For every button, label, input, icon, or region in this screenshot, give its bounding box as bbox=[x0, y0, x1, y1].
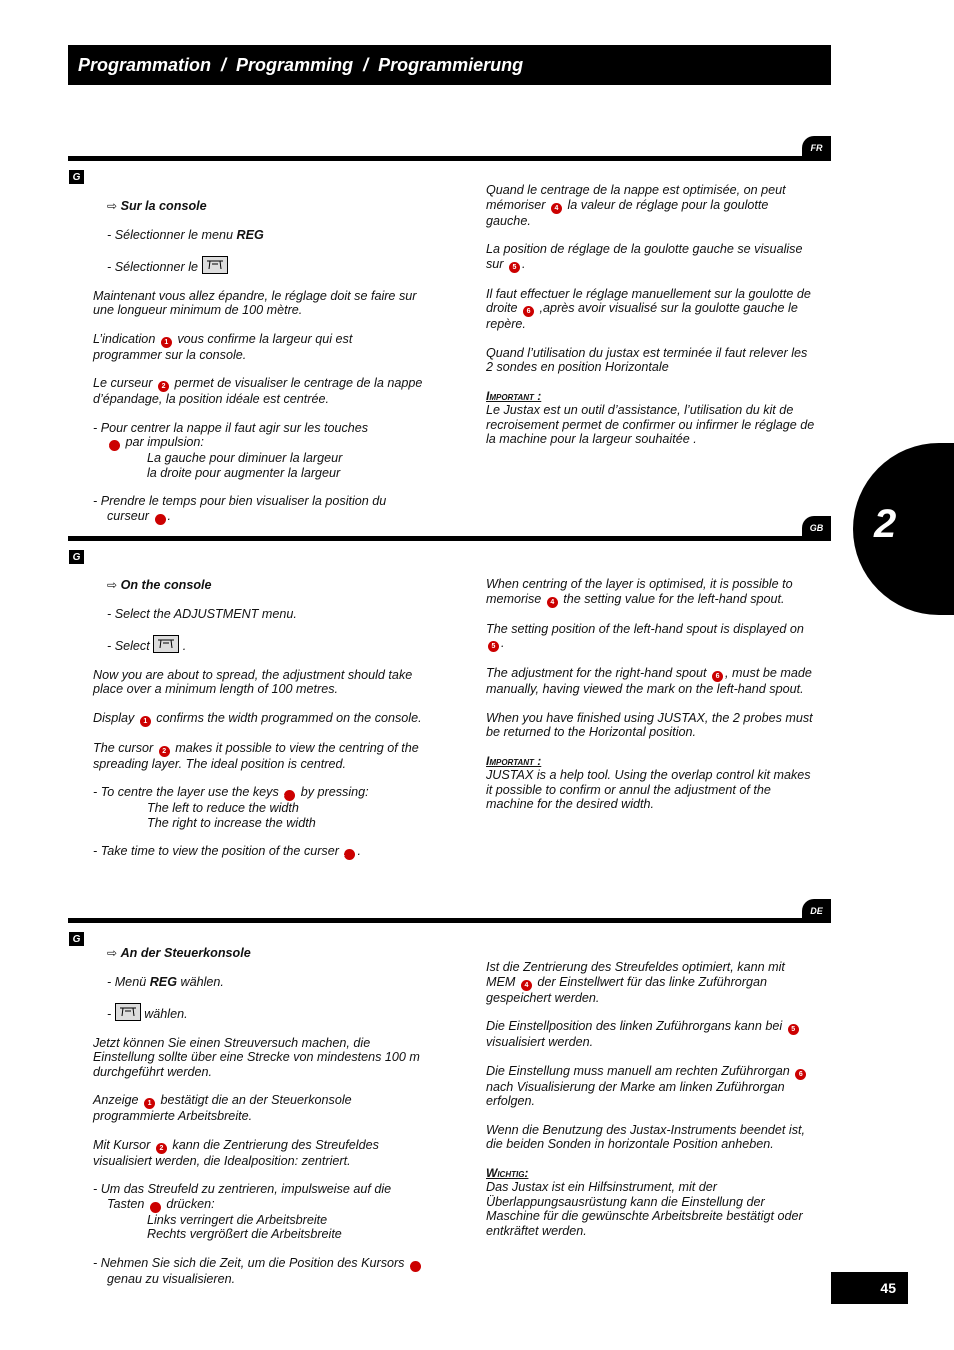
gb-p2-post: confirms the width programmed on the console. bbox=[156, 710, 422, 725]
marker-4-icon: 4 bbox=[547, 597, 558, 608]
de-p2-post: bestätigt die an der Steuerkonsole programmierte Arbeitsbreite. bbox=[93, 1093, 352, 1123]
fr-r-p1-post: la valeur de réglage pour la goulotte gauche. bbox=[486, 197, 769, 228]
gb-p5-pre: - Take time to view the position of the curser bbox=[93, 844, 339, 858]
gb-p3-post: makes it possible to view the centring of the spreading layer. The ideal position is centred. bbox=[93, 740, 419, 771]
marker-4-icon: 4 bbox=[551, 203, 562, 214]
fr-r-p2-post: . bbox=[522, 256, 526, 271]
gb-p3-pre: The cursor bbox=[93, 740, 154, 755]
section-divider bbox=[68, 536, 831, 541]
spread-key-icon bbox=[202, 256, 228, 274]
marker-2-icon: 2 bbox=[159, 746, 170, 757]
marker-1-icon: 1 bbox=[161, 337, 172, 348]
marker-5-icon: 5 bbox=[488, 641, 499, 652]
marker-1-icon: 1 bbox=[140, 716, 151, 727]
marker-2-icon: 2 bbox=[156, 1143, 167, 1154]
de-p4-post: drücken: bbox=[166, 1196, 215, 1211]
marker-6-icon: 6 bbox=[523, 306, 534, 317]
fr-r-p3-pre: Il faut effectuer le réglage manuellement sur la goulotte de droite bbox=[486, 286, 811, 315]
fr-p4-b: la droite pour augmenter la largeur bbox=[147, 465, 341, 480]
marker-2-icon: 2 bbox=[155, 514, 166, 525]
marker-2-icon: 2 bbox=[158, 381, 169, 392]
fr-important-text: Le Justax est un outil d’assistance, l’utilisation du kit de recroisement permet de confirmer ou infirmer le réglage de la machine pour la largeur souhaitée . bbox=[486, 403, 815, 446]
fr-r-p1-pre: Quand le centrage de la nappe est optimisée, on peut mémoriser bbox=[486, 183, 786, 212]
marker-1-icon: 1 bbox=[144, 1098, 155, 1109]
fr-p3-pre: Le curseur bbox=[93, 376, 153, 390]
fr-p1: Maintenant vous allez épandre, le réglage doit se faire sur une longueur minimum de 100 mètre. bbox=[93, 288, 417, 317]
fr-reg-menu: REG bbox=[236, 227, 264, 242]
de-r-p1-pre: Ist die Zentrierung des Streufeldes optimiert, kann mit MEM bbox=[486, 960, 785, 989]
marker-6-icon: 6 bbox=[795, 1069, 806, 1080]
gb-r-p3-post: , must be made manually, having viewed the mark on the left-hand spout. bbox=[486, 666, 812, 696]
gb-right-column bbox=[486, 577, 816, 812]
gb-line2-pre: - Select bbox=[107, 639, 150, 653]
spread-key-icon bbox=[115, 1003, 141, 1021]
fr-r-p4: Quand l’utilisation du justax est terminée il faut relever les 2 sondes en position Horizontale bbox=[486, 345, 808, 374]
fr-p4-post: par impulsion: bbox=[125, 435, 204, 449]
header-separator: / bbox=[353, 54, 379, 75]
marker-6-icon: 6 bbox=[712, 671, 723, 682]
gb-line1: - Select the ADJUSTMENT menu. bbox=[107, 606, 297, 621]
page-number: 45 bbox=[831, 1272, 908, 1304]
gb-p1: Now you are about to spread, the adjustment should take place over a minimum length of 100 metres. bbox=[93, 667, 413, 696]
de-p4-b: Rechts vergrößert die Arbeitsbreite bbox=[147, 1227, 342, 1241]
de-r-p3-post: nach Visualisierung der Marke am linken Zuführorgan erfolgen. bbox=[486, 1079, 785, 1108]
de-right-column bbox=[486, 960, 816, 1238]
fr-left-column bbox=[93, 199, 423, 525]
header-title-fr: Programmation bbox=[78, 54, 212, 75]
page-header bbox=[68, 45, 831, 85]
gb-p5-post: . bbox=[357, 844, 361, 858]
de-important-label: Wichtig: bbox=[486, 1165, 529, 1180]
fr-line2: - Sélectionner le bbox=[107, 260, 199, 274]
marker-2-icon: 2 bbox=[410, 1261, 421, 1272]
de-p2-pre: Anzeige bbox=[93, 1093, 139, 1107]
marker-4-icon: 4 bbox=[521, 980, 532, 991]
marker-3-icon: 3 bbox=[284, 790, 295, 801]
gb-heading: On the console bbox=[120, 578, 212, 592]
de-r-p1-post: der Einstellwert für das linke Zuführorgan gespeichert werden. bbox=[486, 974, 767, 1005]
de-line1-post: wählen. bbox=[177, 974, 224, 989]
gb-important-text: JUSTAX is a help tool. Using the overlap control kit makes it possible to confirm or annul the adjustment of the machine for the desired width. bbox=[486, 768, 811, 811]
lang-badge-gb: GB bbox=[802, 516, 831, 540]
de-reg-menu: REG bbox=[149, 974, 177, 989]
gb-left-column bbox=[93, 578, 423, 860]
chapter-number: 2 bbox=[874, 502, 897, 546]
arrow-right-icon: ⇨ bbox=[107, 199, 118, 213]
lang-badge-de: DE bbox=[802, 899, 831, 923]
gb-p4-b: The right to increase the width bbox=[147, 815, 316, 830]
fr-r-p3-post: ,après avoir visualisé sur la goulotte gauche le repère. bbox=[486, 301, 798, 331]
de-line2-post: wählen. bbox=[144, 1007, 188, 1021]
gb-p2-pre: Display bbox=[93, 710, 135, 725]
gb-r-p4: When you have finished using JUSTAX, the 2 probes must be returned to the Horizontal position. bbox=[486, 710, 813, 739]
de-r-p3-pre: Die Einstellung muss manuell am rechten Zuführorgan bbox=[486, 1063, 790, 1078]
section-g-badge: G bbox=[69, 170, 84, 184]
de-line2-pre: - bbox=[107, 1007, 112, 1021]
fr-p5-pre: - Prendre le temps pour bien visualiser la position du curseur bbox=[93, 494, 387, 523]
header-title-gb: Programming bbox=[236, 54, 354, 75]
gb-p4-pre: - To centre the layer use the keys bbox=[93, 785, 279, 799]
fr-p4-a: La gauche pour diminuer la largeur bbox=[147, 451, 343, 465]
gb-r-p2-post: . bbox=[501, 636, 505, 650]
fr-line1: - Sélectionner le menu bbox=[107, 227, 237, 242]
gb-p4-a: The left to reduce the width bbox=[147, 801, 299, 815]
gb-r-p1-post: the setting value for the left-hand spout. bbox=[563, 591, 785, 606]
de-heading: An der Steuerkonsole bbox=[120, 946, 251, 960]
de-r-p2-post: visualisiert werden. bbox=[486, 1035, 594, 1049]
gb-r-p1-pre: When centring of the layer is optimised, it is possible to memorise bbox=[486, 577, 793, 606]
chapter-tab bbox=[853, 443, 954, 615]
fr-right-column bbox=[486, 183, 816, 447]
fr-p3-post: permet de visualiser le centrage de la nappe d’épandage, la position idéale est centrée. bbox=[93, 376, 423, 406]
section-g-badge: G bbox=[69, 932, 84, 946]
marker-2-icon: 2 bbox=[344, 849, 355, 860]
section-divider bbox=[68, 156, 831, 161]
fr-r-p2-pre: La position de réglage de la goulotte gauche se visualise sur bbox=[486, 242, 803, 271]
gb-p4-post: by pressing: bbox=[300, 785, 369, 799]
gb-line2-post: . bbox=[182, 639, 187, 653]
fr-p2-pre: L’indication bbox=[93, 331, 156, 346]
de-p5-post: genau zu visualisieren. bbox=[107, 1271, 236, 1286]
de-line1-pre: - Menü bbox=[107, 974, 150, 989]
gb-r-p2-pre: The setting position of the left-hand spout is displayed on bbox=[486, 621, 804, 636]
spread-key-icon bbox=[153, 635, 179, 653]
de-r-p4: Wenn die Benutzung des Justax-Instruments beendet ist, die beiden Sonden in horizontale Position anheben. bbox=[486, 1122, 805, 1151]
de-important-text: Das Justax ist ein Hilfsinstrument, mit der Überlappungsausrüstung kann die Einstellung der Maschine für die gewünschte Arbeitsbreite bestätigt oder entkräftet werden. bbox=[486, 1180, 803, 1238]
section-g-badge: G bbox=[69, 550, 84, 564]
de-p4-a: Links verringert die Arbeitsbreite bbox=[147, 1212, 328, 1227]
marker-5-icon: 5 bbox=[509, 262, 520, 273]
fr-important-label: Important : bbox=[486, 388, 542, 403]
gb-important-label: Important : bbox=[486, 753, 542, 768]
fr-heading: Sur la console bbox=[120, 199, 207, 213]
de-r-p2-pre: Die Einstellposition des linken Zuführorgans kann bei bbox=[486, 1019, 783, 1033]
marker-5-icon: 5 bbox=[788, 1024, 799, 1035]
fr-p5-post: . bbox=[167, 508, 171, 523]
de-p4-pre: - Um das Streufeld zu zentrieren, impulsweise auf die Tasten bbox=[93, 1182, 392, 1211]
de-p1: Jetzt können Sie einen Streuversuch machen, die Einstellung sollte über eine Strecke von mindestens 100 m durchgeführt werden. bbox=[93, 1035, 420, 1079]
fr-p2-post: vous confirme la largeur qui est programmer sur la console. bbox=[93, 331, 353, 362]
de-left-column bbox=[93, 946, 423, 1286]
arrow-right-icon: ⇨ bbox=[107, 946, 118, 960]
marker-3-icon: 3 bbox=[150, 1202, 161, 1213]
fr-p4-pre: - Pour centrer la nappe il faut agir sur les touches bbox=[93, 420, 369, 435]
arrow-right-icon: ⇨ bbox=[107, 578, 118, 592]
gb-r-p3-pre: The adjustment for the right-hand spout bbox=[486, 666, 707, 680]
section-divider bbox=[68, 918, 831, 923]
lang-badge-fr: FR bbox=[802, 136, 831, 160]
header-separator: / bbox=[211, 54, 237, 75]
de-p3-pre: Mit Kursor bbox=[93, 1137, 151, 1152]
de-p5-pre: - Nehmen Sie sich die Zeit, um die Position des Kursors bbox=[93, 1255, 405, 1270]
header-title-de: Programmierung bbox=[378, 54, 524, 75]
de-p3-post: kann die Zentrierung des Streufeldes visualisiert werden, die Idealposition: zentriert. bbox=[93, 1137, 379, 1168]
marker-3-icon: 3 bbox=[109, 440, 120, 451]
